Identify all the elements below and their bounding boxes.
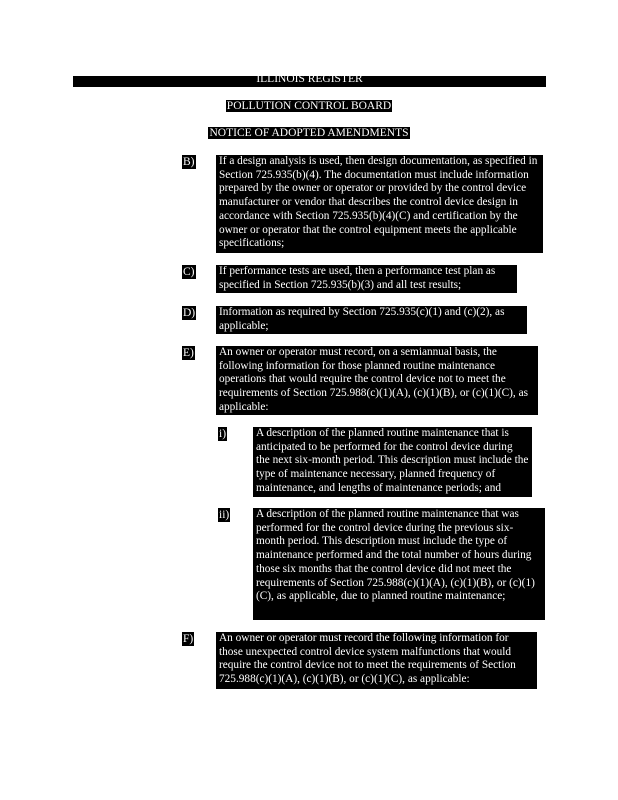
agency-line — [0, 100, 618, 113]
item-b-marker: B) — [183, 156, 195, 168]
item-f-text: An owner or operator must record the following information for those unexpected control device system malfunctions that would require the control device not to meet the requirements of Section 725.988(c)(1)(A), (c)(1)(B), or (c)(1)(C), as applicable: — [216, 632, 537, 689]
item-d-marker: D) — [183, 307, 196, 319]
item-e-marker: E) — [183, 347, 194, 359]
item-e-ii-text: A description of the planned routine maintenance that was performed for the control device during the previous six-month period. This description must include the type of maintenance performed and the total number of hours during those six months that the control device did not meet the requirements of Section 725.988(c)(1)(A), (c)(1)(B), or (c)(1)(C), as applicable, due to planned routine maintenance; — [253, 508, 545, 620]
item-c-marker: C) — [183, 266, 195, 278]
agency-name: POLLUTION CONTROL BOARD — [226, 100, 392, 112]
item-e-text: An owner or operator must record, on a semiannual basis, the following information for those planned routine maintenance operations that would require the control device not to meet the requirements of Section 725.988(c)(1)(A), (c)(1)(B), or (c)(1)(C), as applicable: — [216, 346, 538, 415]
register-title: ILLINOIS REGISTER — [256, 73, 363, 85]
item-e-ii-marker: ii) — [219, 509, 230, 521]
item-c-text: If performance tests are used, then a performance test plan as specified in Section 725.935(b)(3) and all test results; — [216, 265, 517, 293]
notice-line — [0, 127, 618, 140]
item-f-marker: F) — [183, 633, 194, 645]
item-e-i-marker: i) — [219, 428, 227, 440]
item-e-i-text: A description of the planned routine maintenance that is anticipated to be performed for the control device during the next six-month period. This description must include the type of maintenance necessary, planned frequency of maintenance, and lengths of maintenance periods; and — [253, 427, 532, 497]
item-b-text: If a design analysis is used, then design documentation, as specified in Section 725.935(b)(4). The documentation must include information prepared by the owner or operator or provided by the control device manufacturer or vendor that describes the control device design in accordance with Section 725.935(b)(4)(C) and certification by the owner or operator that the control equipment meets the applicable specifications; — [216, 155, 543, 253]
item-d-text: Information as required by Section 725.935(c)(1) and (c)(2), as applicable; — [216, 306, 527, 334]
notice-title: NOTICE OF ADOPTED AMENDMENTS — [209, 127, 409, 139]
